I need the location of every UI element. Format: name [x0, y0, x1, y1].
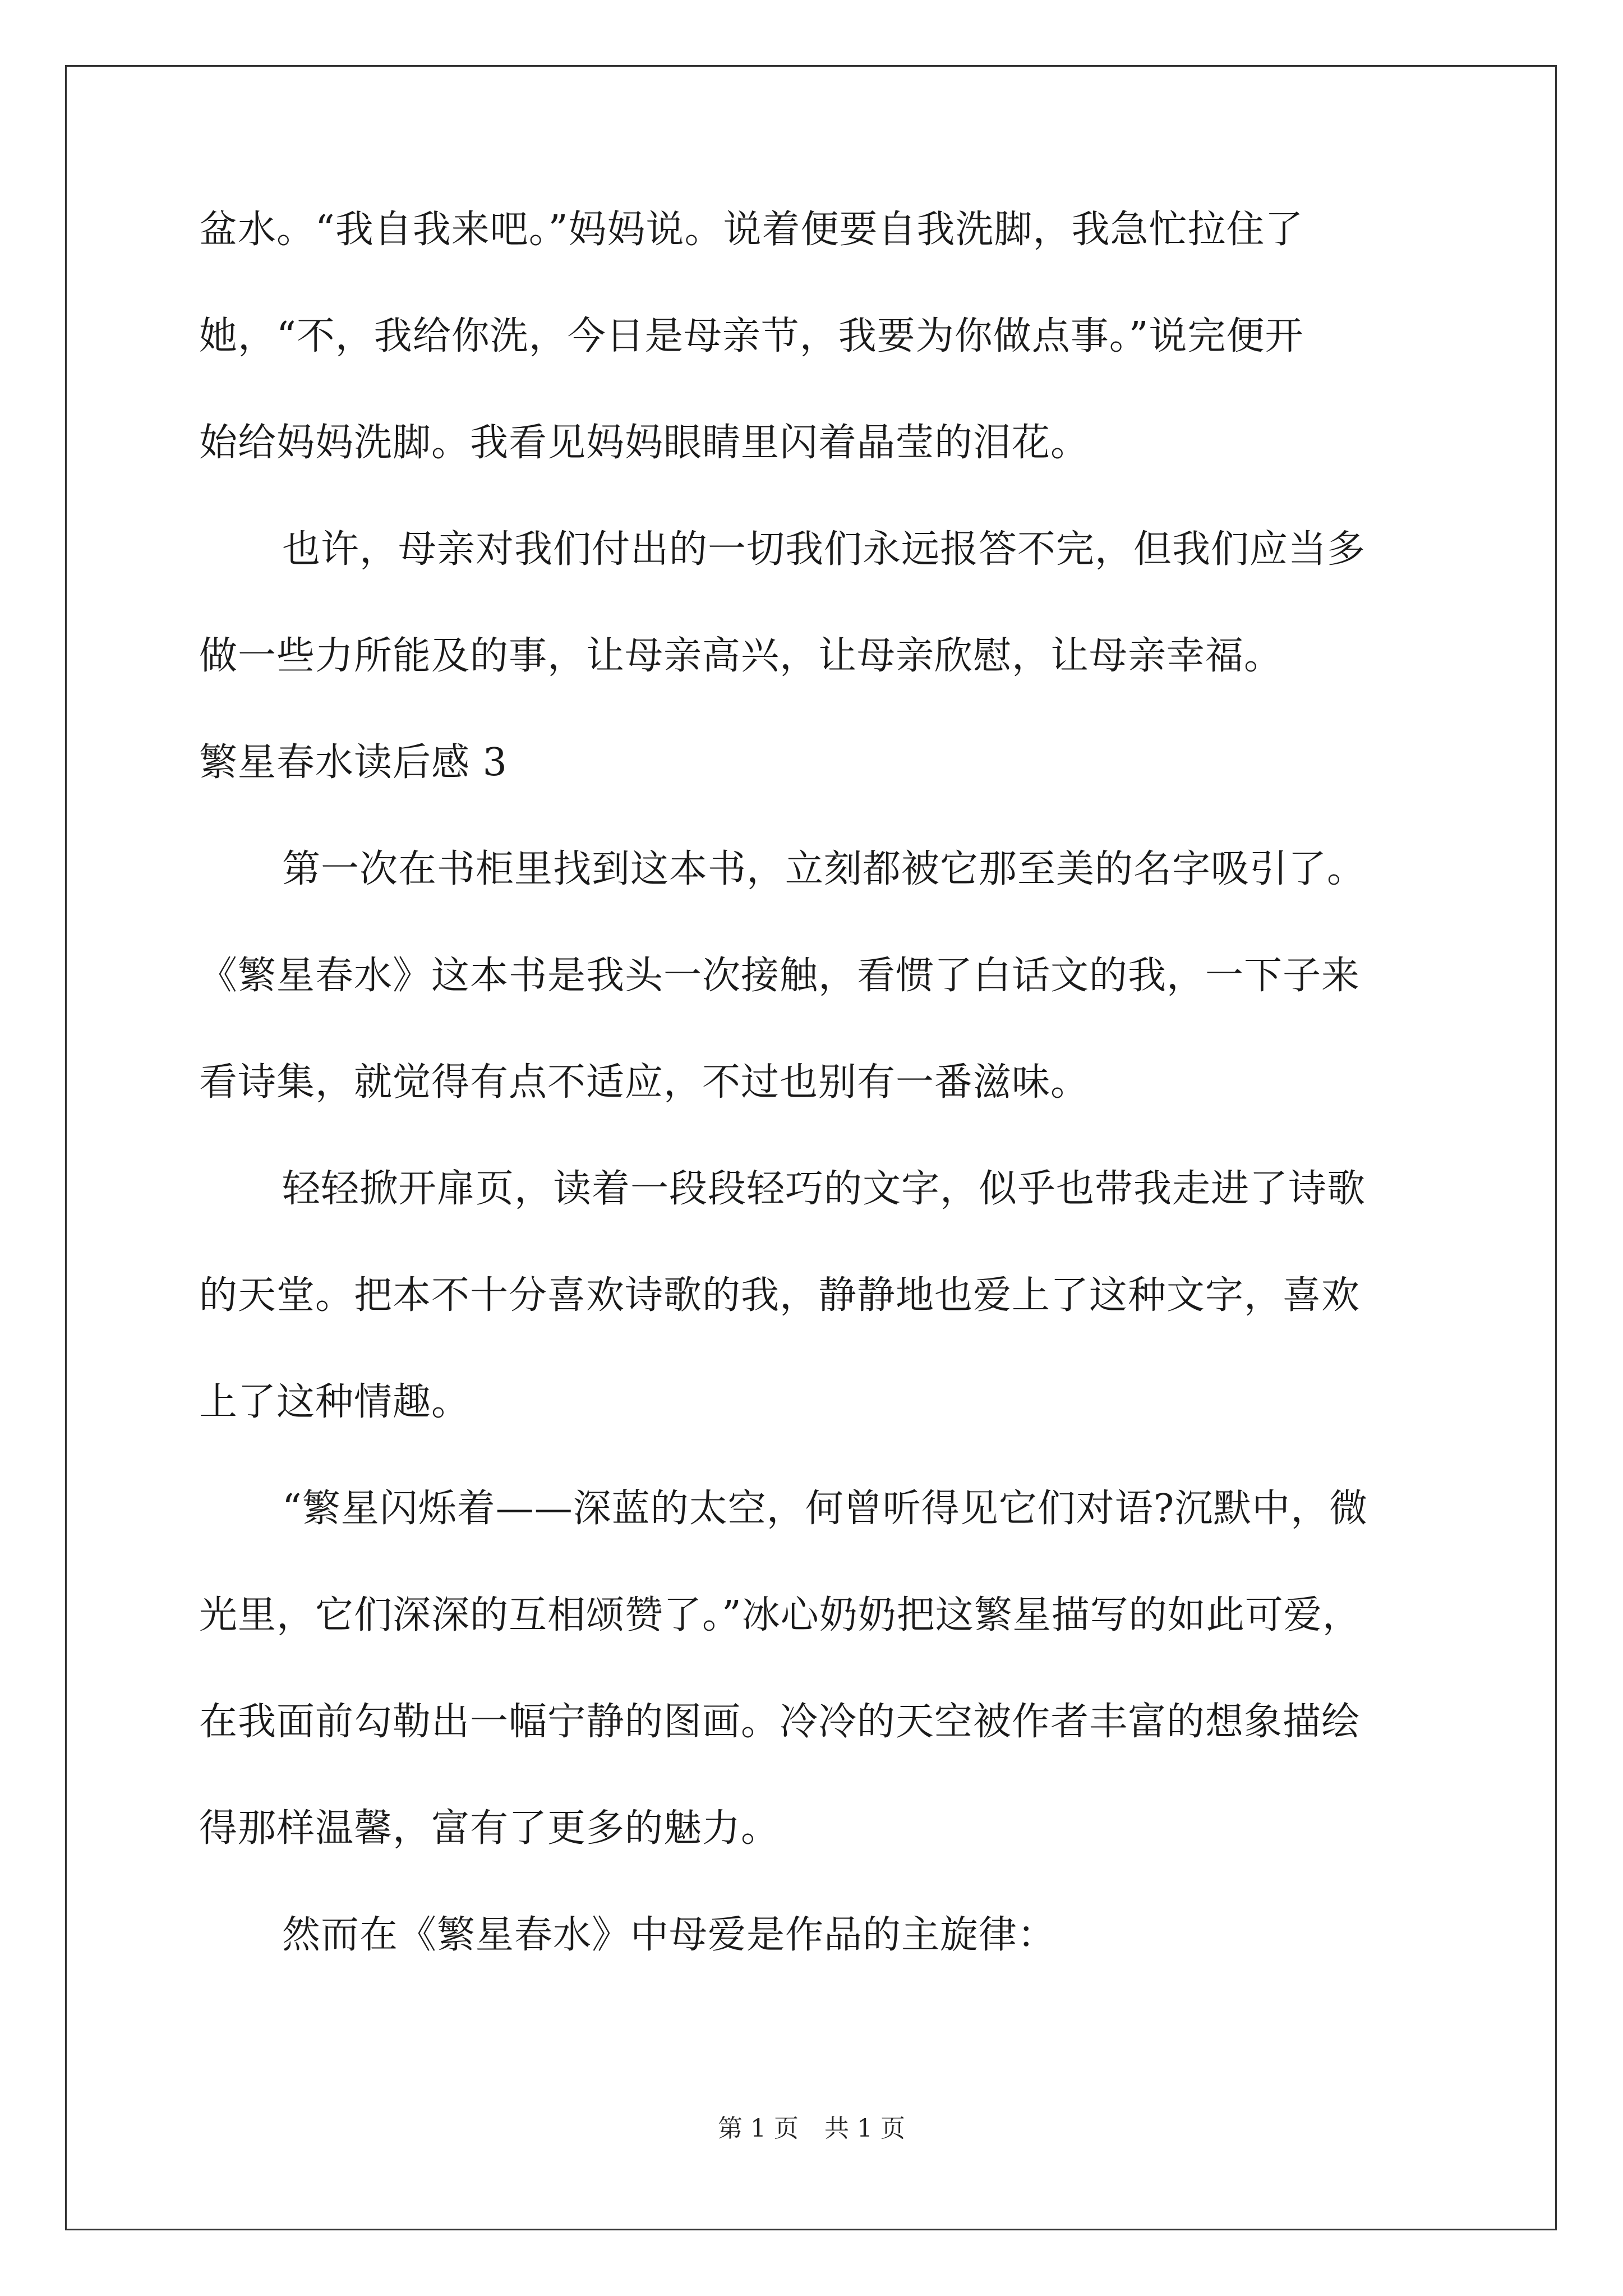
text-line: 做一些力所能及的事，让母亲高兴，让母亲欣慰，让母亲幸福。: [199, 634, 1283, 678]
text-line: 的天堂。把本不十分喜欢诗歌的我，静静地也爱上了这种文字，喜欢: [199, 1273, 1361, 1318]
text-line: 始给妈妈洗脚。我看见妈妈眼睛里闪着晶莹的泪花。: [199, 421, 1090, 465]
text-line: 看诗集，就觉得有点不适应，不过也别有一番滋味。: [199, 1060, 1090, 1105]
paragraph-first-line: 第一次在书柜里找到这本书，立刻都被它那至美的名字吸引了。: [282, 847, 1366, 891]
text-line: 盆水。“我自我来吧。”妈妈说。说着便要自我洗脚，我急忙拉住了: [199, 208, 1304, 252]
paragraph-first-line: 轻轻掀开扉页，读着一段段轻巧的文字，似乎也带我走进了诗歌: [282, 1167, 1366, 1211]
page-footer: [0, 2112, 1623, 2146]
page-total: 共 1 页: [824, 2114, 905, 2143]
text-line: 她，“不，我给你洗，今日是母亲节，我要为你做点事。”说完便开: [199, 314, 1304, 358]
paragraph-first-line: 然而在《繁星春水》中母爱是作品的主旋律：: [282, 1913, 1057, 1957]
page-number: 第 1 页: [718, 2114, 799, 2143]
section-heading: 繁星春水读后感 3: [199, 740, 508, 785]
paragraph-first-line: “繁星闪烁着——深蓝的太空，何曾听得见它们对语?沉默中，微: [282, 1487, 1368, 1531]
paragraph-first-line: 也许，母亲对我们付出的一切我们永远报答不完，但我们应当多: [282, 527, 1366, 572]
text-line: 光里，它们深深的互相颂赞了。”冰心奶奶把这繁星描写的如此可爱，: [199, 1593, 1361, 1637]
text-line: 上了这种情趣。: [199, 1380, 471, 1424]
text-line: 得那样温馨，富有了更多的魅力。: [199, 1806, 780, 1851]
text-line: 在我面前勾勒出一幅宁静的图画。冷冷的天空被作者丰富的想象描绘: [199, 1700, 1361, 1744]
text-line: 《繁星春水》这本书是我头一次接触，看惯了白话文的我，一下子来: [199, 954, 1361, 998]
